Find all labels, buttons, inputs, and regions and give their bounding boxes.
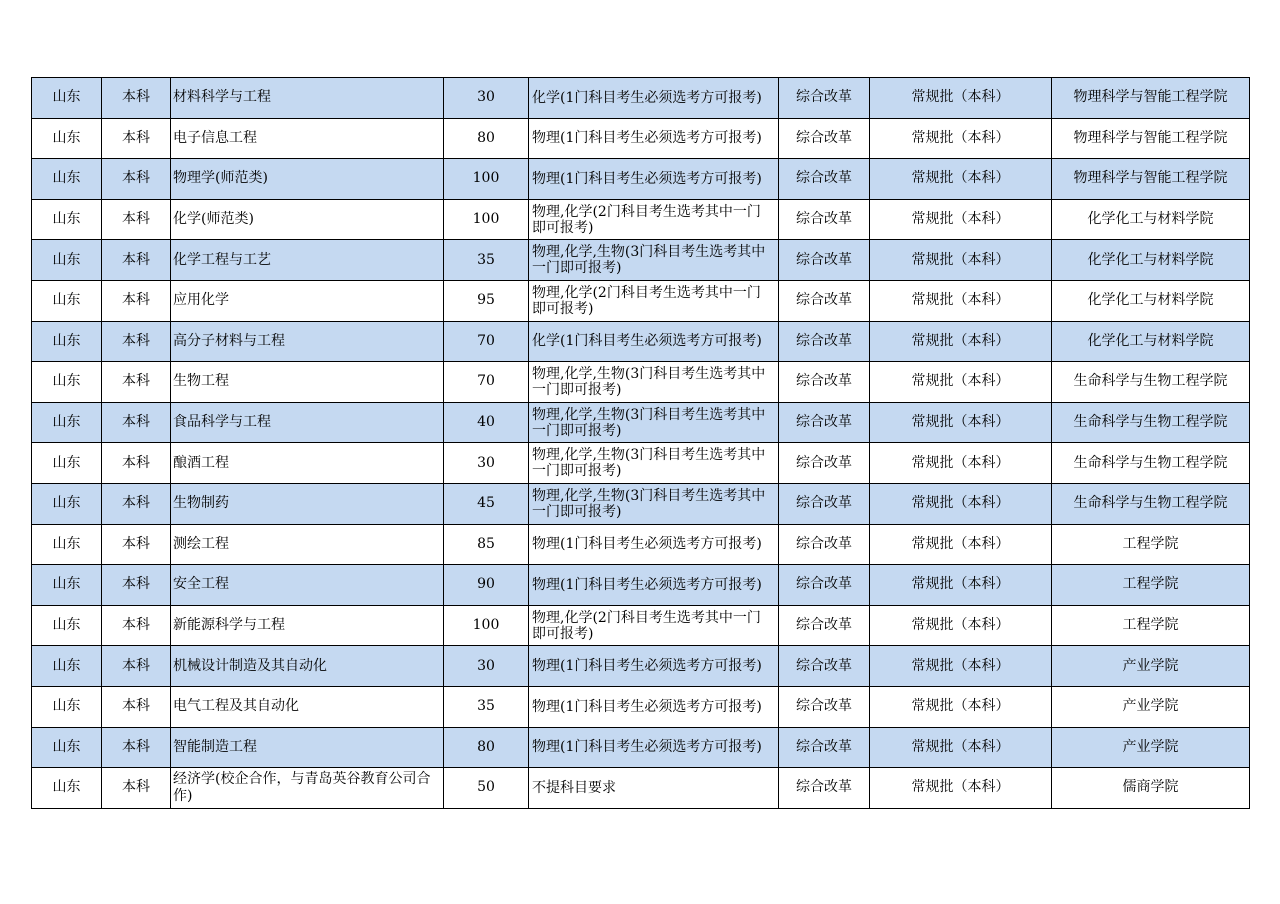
admission-batch-cell: 常规批（本科） [870, 565, 1052, 606]
province-cell: 山东 [32, 402, 102, 443]
reform-type-cell: 综合改革 [779, 605, 870, 646]
reform-type-cell: 综合改革 [779, 199, 870, 240]
quota-cell: 80 [444, 727, 529, 768]
level-cell: 本科 [102, 118, 171, 159]
reform-type-cell: 综合改革 [779, 280, 870, 321]
table-row [32, 565, 1250, 606]
major-cell: 物理学(师范类) [171, 159, 444, 200]
province-cell: 山东 [32, 686, 102, 727]
major-cell: 电气工程及其自动化 [171, 686, 444, 727]
major-cell: 食品科学与工程 [171, 402, 444, 443]
major-cell: 智能制造工程 [171, 727, 444, 768]
level-cell: 本科 [102, 443, 171, 484]
table-row [32, 443, 1250, 484]
level-cell: 本科 [102, 605, 171, 646]
major-cell: 生物制药 [171, 483, 444, 524]
province-cell: 山东 [32, 159, 102, 200]
quota-cell: 45 [444, 483, 529, 524]
admission-batch-cell: 常规批（本科） [870, 768, 1052, 809]
level-cell: 本科 [102, 768, 171, 809]
subject-requirement-cell: 物理(1门科目考生必须选考方可报考) [529, 565, 779, 606]
quota-cell: 100 [444, 199, 529, 240]
reform-type-cell: 综合改革 [779, 483, 870, 524]
subject-requirement-cell: 化学(1门科目考生必须选考方可报考) [529, 78, 779, 119]
reform-type-cell: 综合改革 [779, 524, 870, 565]
admission-batch-cell: 常规批（本科） [870, 727, 1052, 768]
quota-cell: 30 [444, 78, 529, 119]
province-cell: 山东 [32, 321, 102, 362]
table-row [32, 118, 1250, 159]
college-cell: 化学化工与材料学院 [1052, 321, 1250, 362]
subject-requirement-cell: 物理(1门科目考生必须选考方可报考) [529, 646, 779, 687]
quota-cell: 100 [444, 159, 529, 200]
admission-batch-cell: 常规批（本科） [870, 605, 1052, 646]
reform-type-cell: 综合改革 [779, 159, 870, 200]
quota-cell: 40 [444, 402, 529, 443]
admission-batch-cell: 常规批（本科） [870, 78, 1052, 119]
subject-requirement-cell: 物理(1门科目考生必须选考方可报考) [529, 727, 779, 768]
reform-type-cell: 综合改革 [779, 78, 870, 119]
admission-batch-cell: 常规批（本科） [870, 362, 1052, 403]
level-cell: 本科 [102, 78, 171, 119]
level-cell: 本科 [102, 280, 171, 321]
admission-batch-cell: 常规批（本科） [870, 402, 1052, 443]
major-cell: 高分子材料与工程 [171, 321, 444, 362]
major-cell: 机械设计制造及其自动化 [171, 646, 444, 687]
college-cell: 物理科学与智能工程学院 [1052, 78, 1250, 119]
college-cell: 物理科学与智能工程学院 [1052, 159, 1250, 200]
province-cell: 山东 [32, 646, 102, 687]
table-row [32, 362, 1250, 403]
table-row [32, 159, 1250, 200]
major-cell: 经济学(校企合作，与青岛英谷教育公司合作) [171, 768, 444, 809]
college-cell: 生命科学与生物工程学院 [1052, 402, 1250, 443]
reform-type-cell: 综合改革 [779, 727, 870, 768]
reform-type-cell: 综合改革 [779, 240, 870, 281]
table-row [32, 605, 1250, 646]
admission-batch-cell: 常规批（本科） [870, 443, 1052, 484]
major-cell: 测绘工程 [171, 524, 444, 565]
level-cell: 本科 [102, 727, 171, 768]
quota-cell: 100 [444, 605, 529, 646]
college-cell: 工程学院 [1052, 524, 1250, 565]
admission-batch-cell: 常规批（本科） [870, 118, 1052, 159]
level-cell: 本科 [102, 240, 171, 281]
admission-batch-cell: 常规批（本科） [870, 646, 1052, 687]
table-row [32, 199, 1250, 240]
level-cell: 本科 [102, 686, 171, 727]
province-cell: 山东 [32, 280, 102, 321]
reform-type-cell: 综合改革 [779, 646, 870, 687]
province-cell: 山东 [32, 605, 102, 646]
province-cell: 山东 [32, 483, 102, 524]
admission-batch-cell: 常规批（本科） [870, 483, 1052, 524]
table-row [32, 686, 1250, 727]
college-cell: 产业学院 [1052, 646, 1250, 687]
college-cell: 化学化工与材料学院 [1052, 199, 1250, 240]
level-cell: 本科 [102, 646, 171, 687]
reform-type-cell: 综合改革 [779, 443, 870, 484]
table-body [32, 78, 1250, 809]
level-cell: 本科 [102, 402, 171, 443]
enrollment-plan-table [31, 77, 1250, 809]
table-row [32, 646, 1250, 687]
admission-batch-cell: 常规批（本科） [870, 240, 1052, 281]
college-cell: 物理科学与智能工程学院 [1052, 118, 1250, 159]
level-cell: 本科 [102, 524, 171, 565]
quota-cell: 95 [444, 280, 529, 321]
reform-type-cell: 综合改革 [779, 686, 870, 727]
level-cell: 本科 [102, 362, 171, 403]
quota-cell: 30 [444, 443, 529, 484]
reform-type-cell: 综合改革 [779, 362, 870, 403]
quota-cell: 70 [444, 321, 529, 362]
college-cell: 生命科学与生物工程学院 [1052, 362, 1250, 403]
table-row [32, 280, 1250, 321]
major-cell: 电子信息工程 [171, 118, 444, 159]
college-cell: 工程学院 [1052, 605, 1250, 646]
admission-batch-cell: 常规批（本科） [870, 280, 1052, 321]
major-cell: 化学工程与工艺 [171, 240, 444, 281]
college-cell: 化学化工与材料学院 [1052, 240, 1250, 281]
subject-requirement-cell: 不提科目要求 [529, 768, 779, 809]
table-row [32, 768, 1250, 809]
table-row [32, 402, 1250, 443]
province-cell: 山东 [32, 727, 102, 768]
level-cell: 本科 [102, 483, 171, 524]
subject-requirement-cell: 物理(1门科目考生必须选考方可报考) [529, 118, 779, 159]
table-row [32, 240, 1250, 281]
major-cell: 生物工程 [171, 362, 444, 403]
subject-requirement-cell: 物理,化学(2门科目考生选考其中一门即可报考) [529, 605, 779, 646]
quota-cell: 80 [444, 118, 529, 159]
level-cell: 本科 [102, 159, 171, 200]
major-cell: 新能源科学与工程 [171, 605, 444, 646]
reform-type-cell: 综合改革 [779, 118, 870, 159]
province-cell: 山东 [32, 768, 102, 809]
college-cell: 儒商学院 [1052, 768, 1250, 809]
table-row [32, 321, 1250, 362]
major-cell: 安全工程 [171, 565, 444, 606]
subject-requirement-cell: 物理,化学,生物(3门科目考生选考其中一门即可报考) [529, 362, 779, 403]
quota-cell: 50 [444, 768, 529, 809]
quota-cell: 70 [444, 362, 529, 403]
major-cell: 化学(师范类) [171, 199, 444, 240]
admission-batch-cell: 常规批（本科） [870, 686, 1052, 727]
admission-batch-cell: 常规批（本科） [870, 159, 1052, 200]
table-row [32, 78, 1250, 119]
province-cell: 山东 [32, 362, 102, 403]
quota-cell: 35 [444, 686, 529, 727]
quota-cell: 90 [444, 565, 529, 606]
level-cell: 本科 [102, 565, 171, 606]
table-row [32, 727, 1250, 768]
subject-requirement-cell: 物理(1门科目考生必须选考方可报考) [529, 686, 779, 727]
subject-requirement-cell: 物理,化学,生物(3门科目考生选考其中一门即可报考) [529, 240, 779, 281]
table-row [32, 524, 1250, 565]
college-cell: 产业学院 [1052, 686, 1250, 727]
subject-requirement-cell: 物理(1门科目考生必须选考方可报考) [529, 159, 779, 200]
subject-requirement-cell: 物理(1门科目考生必须选考方可报考) [529, 524, 779, 565]
college-cell: 化学化工与材料学院 [1052, 280, 1250, 321]
province-cell: 山东 [32, 565, 102, 606]
quota-cell: 35 [444, 240, 529, 281]
college-cell: 工程学院 [1052, 565, 1250, 606]
table-row [32, 483, 1250, 524]
admission-batch-cell: 常规批（本科） [870, 199, 1052, 240]
province-cell: 山东 [32, 78, 102, 119]
province-cell: 山东 [32, 118, 102, 159]
subject-requirement-cell: 物理,化学,生物(3门科目考生选考其中一门即可报考) [529, 402, 779, 443]
college-cell: 产业学院 [1052, 727, 1250, 768]
reform-type-cell: 综合改革 [779, 402, 870, 443]
college-cell: 生命科学与生物工程学院 [1052, 483, 1250, 524]
reform-type-cell: 综合改革 [779, 768, 870, 809]
quota-cell: 30 [444, 646, 529, 687]
level-cell: 本科 [102, 199, 171, 240]
subject-requirement-cell: 物理,化学(2门科目考生选考其中一门即可报考) [529, 280, 779, 321]
subject-requirement-cell: 化学(1门科目考生必须选考方可报考) [529, 321, 779, 362]
province-cell: 山东 [32, 443, 102, 484]
reform-type-cell: 综合改革 [779, 321, 870, 362]
major-cell: 酿酒工程 [171, 443, 444, 484]
major-cell: 材料科学与工程 [171, 78, 444, 119]
province-cell: 山东 [32, 524, 102, 565]
college-cell: 生命科学与生物工程学院 [1052, 443, 1250, 484]
province-cell: 山东 [32, 199, 102, 240]
province-cell: 山东 [32, 240, 102, 281]
reform-type-cell: 综合改革 [779, 565, 870, 606]
level-cell: 本科 [102, 321, 171, 362]
subject-requirement-cell: 物理,化学,生物(3门科目考生选考其中一门即可报考) [529, 443, 779, 484]
subject-requirement-cell: 物理,化学(2门科目考生选考其中一门即可报考) [529, 199, 779, 240]
admission-batch-cell: 常规批（本科） [870, 321, 1052, 362]
major-cell: 应用化学 [171, 280, 444, 321]
admission-batch-cell: 常规批（本科） [870, 524, 1052, 565]
quota-cell: 85 [444, 524, 529, 565]
subject-requirement-cell: 物理,化学,生物(3门科目考生选考其中一门即可报考) [529, 483, 779, 524]
